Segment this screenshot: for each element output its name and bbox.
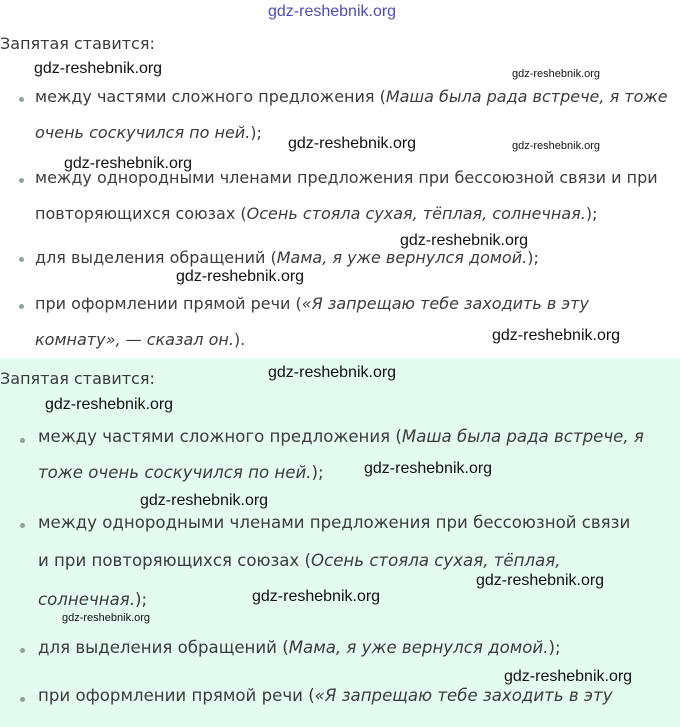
example-text: солнечная. [38,590,136,609]
watermark: gdz-reshebnik.org [504,668,633,685]
rule-text: повторяющихся союзах ( [35,204,247,223]
rule-text: между однородными членами предложения при бессоюзной связи и при [35,168,658,187]
section-heading: Запятая ставится: [0,34,155,53]
bullet-icon [19,178,24,183]
rule-text: ); [135,590,148,609]
rule-text: ); [250,123,262,142]
rule-text: между частями сложного предложения ( [35,87,386,106]
bullet-icon [20,438,25,443]
watermark: gdz-reshebnik.org [45,396,174,413]
list-item-line [35,330,245,349]
rule-text: между частями сложного предложения ( [38,427,402,446]
example-text: «Я запрещаю тебе заходить в эту [301,294,589,313]
rule-text: и при повторяющихся союзах ( [38,551,312,570]
bullet-icon [19,257,24,262]
list-item-line [38,513,630,532]
watermark: gdz-reshebnik.org [512,140,601,152]
watermark: gdz-reshebnik.org [176,268,305,285]
list-item-line [38,638,561,657]
watermark: gdz-reshebnik.org [400,232,529,249]
rule-text: для выделения обращений ( [35,248,277,267]
rule-text: ); [311,463,324,482]
watermark: gdz-reshebnik.org [492,327,621,344]
rule-text: при оформлении прямой речи ( [38,686,315,705]
rule-text: при оформлении прямой речи ( [35,294,302,313]
watermark: gdz-reshebnik.org [34,60,163,77]
example-text: Мама, я уже вернулся домой. [276,248,528,267]
example-text: Маша была рада встрече, я тоже [385,87,668,106]
watermark: gdz-reshebnik.org [512,68,601,80]
rule-text: ); [585,204,598,223]
bullet-icon [20,697,25,702]
rule-text: для выделения обращений ( [38,638,289,657]
bullet-icon [20,523,25,528]
watermark: gdz-reshebnik.org [288,135,417,152]
watermark: gdz-reshebnik.org [140,492,269,509]
watermark: gdz-reshebnik.org [252,588,381,605]
bullet-icon [19,304,24,309]
example-text: Осень стояла сухая, тёплая, [311,551,561,570]
rule-text: ); [548,638,561,657]
example-text: Осень стояла сухая, тёплая, солнечная. [246,204,586,223]
list-item-line [35,248,539,267]
list-item-line [35,87,668,106]
example-text: Маша была рада встрече, я [401,427,644,446]
watermark: gdz-reshebnik.org [268,3,397,20]
list-item-line [38,463,324,482]
section-heading: Запятая ставится: [0,369,155,388]
rule-block-white [0,0,680,358]
list-item-line [38,686,613,705]
watermark: gdz-reshebnik.org [364,460,493,477]
example-text: «Я запрещаю тебе заходить в эту [314,686,613,705]
watermark: gdz-reshebnik.org [476,572,605,589]
watermark: gdz-reshebnik.org [268,364,397,381]
list-item-line [35,204,598,223]
example-text: тоже очень соскучился по ней. [38,463,312,482]
rule-text: ). [233,330,246,349]
watermark: gdz-reshebnik.org [64,155,193,172]
list-item-line [38,551,561,570]
example-text: Мама, я уже вернулся домой. [288,638,549,657]
list-item-line [35,123,262,142]
example-text: очень соскучился по ней. [35,123,251,142]
watermark: gdz-reshebnik.org [62,612,151,624]
rule-text: между однородными членами предложения при бессоюзной связи [38,513,631,532]
list-item-line [38,427,644,446]
list-item-line [38,590,147,609]
example-text: комнату», — сказал он. [35,330,234,349]
rule-text: ); [527,248,539,267]
bullet-icon [19,97,24,102]
bullet-icon [20,648,25,653]
list-item-line [35,294,589,313]
